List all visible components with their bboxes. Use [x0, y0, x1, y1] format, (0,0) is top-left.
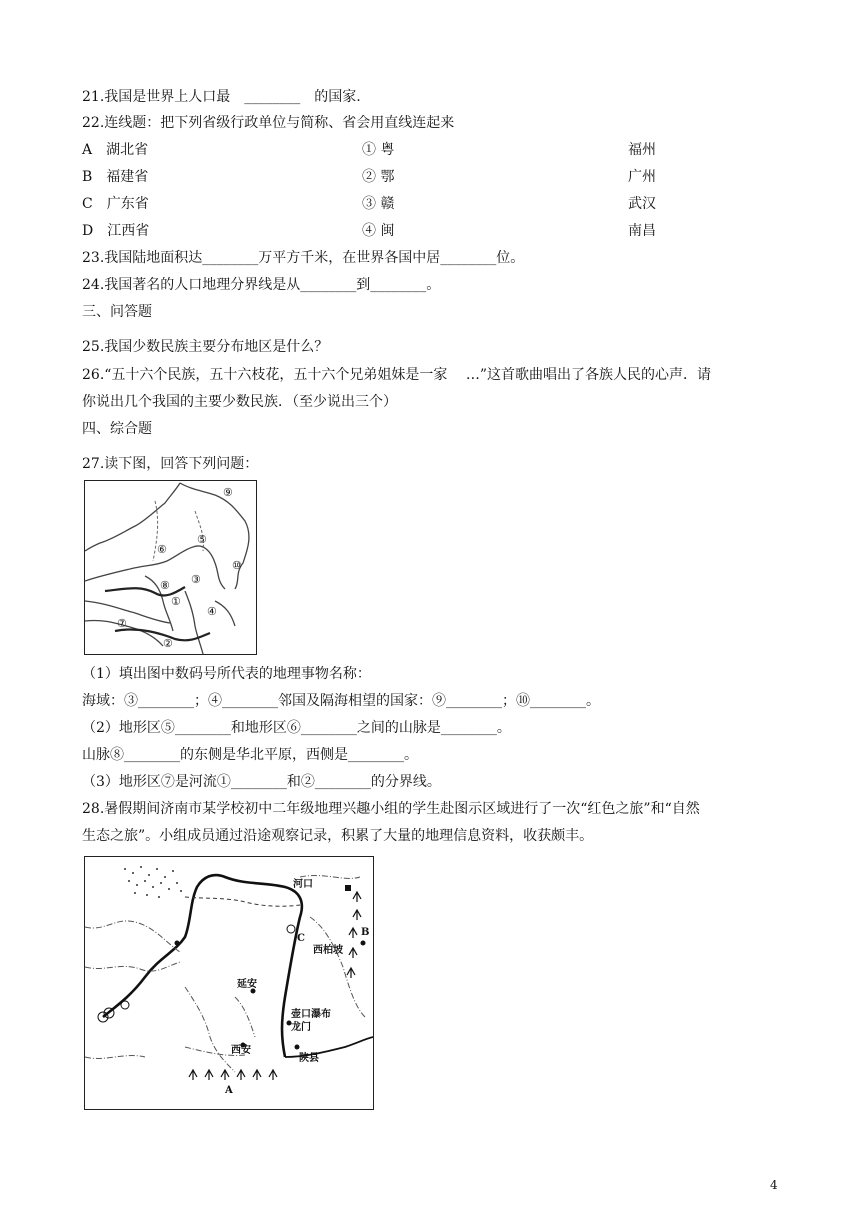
province-abbr: ④ 闽 [362, 223, 395, 239]
province-abbr: ③ 赣 [362, 196, 395, 212]
question-21: 21.我国是世界上人口最 ________ 的国家. [82, 89, 361, 105]
label-c: C [297, 933, 305, 944]
label-longmen: 龙门 [291, 1022, 311, 1033]
match-row [82, 167, 722, 187]
label-b: B [361, 927, 370, 938]
province-name: C 广东省 [82, 196, 149, 212]
question-27: 27.读下图，回答下列问题： [82, 456, 259, 472]
question-26-line-1: 26.“五十六个民族，五十六枝花，五十六个兄弟姐妹是一家 …”这首歌曲唱出了各族人民的心声．请 [82, 367, 712, 383]
label-a: A [225, 1085, 233, 1096]
province-capital: 南昌 [628, 223, 656, 239]
match-row [82, 221, 722, 241]
question-23: 23.我国陆地面积达________万平方千米，在世界各国中居________位。 [82, 250, 525, 266]
question-27-part-1: （1）填出图中数码号所代表的地理事物名称： [82, 666, 371, 682]
province-capital: 广州 [628, 169, 656, 185]
label-10: ⑩ [232, 559, 242, 572]
label-6: ⑥ [157, 543, 167, 556]
question-27-part-2: （2）地形区⑤________和地形区⑥________之间的山脉是________。 [82, 720, 511, 736]
label-2: ② [163, 637, 173, 650]
label-7: ⑦ [117, 617, 127, 630]
north-china-map [84, 480, 257, 655]
loess-plateau-map [84, 856, 374, 1110]
province-abbr: ① 粤 [362, 142, 395, 158]
province-capital: 福州 [628, 142, 656, 158]
province-name: A 湖北省 [82, 142, 149, 158]
label-hukou-waterfall: 壶口瀑布 [291, 1009, 331, 1020]
question-27-part-1-blanks: 海域：③________；④________邻国及隔海相望的国家：⑨________；⑩________。 [82, 693, 600, 709]
section-heading-3: 三、问答题 [82, 304, 152, 320]
question-26-line-2: 你说出几个我国的主要少数民族．（至少说出三个） [82, 394, 397, 410]
question-28-line-1: 28.暑假期间济南市某学校初中二年级地理兴趣小组的学生赴图示区域进行了一次“红色之旅”和“自然 [82, 801, 700, 817]
label-1: ① [171, 595, 181, 608]
label-4: ④ [207, 605, 217, 618]
page-number: 4 [770, 1178, 778, 1192]
label-9: ⑨ [223, 486, 233, 499]
label-hekou: 河口 [293, 879, 313, 890]
label-shanxian: 陕县 [299, 1053, 319, 1064]
label-yanan: 延安 [237, 979, 257, 990]
province-capital: 武汉 [628, 196, 656, 212]
section-heading-4: 四、综合题 [82, 421, 152, 437]
north-china-map-drawing [85, 481, 256, 654]
question-24: 24.我国著名的人口地理分界线是从________到________。 [82, 277, 441, 293]
match-row [82, 194, 722, 214]
question-22: 22.连线题：把下列省级行政单位与简称、省会用直线连起来 [82, 115, 455, 131]
match-row [82, 140, 722, 160]
loess-plateau-map-drawing [85, 857, 373, 1109]
label-xibaipo: 西柏坡 [313, 945, 343, 956]
province-name: D 江西省 [82, 223, 150, 239]
province-name: B 福建省 [82, 169, 149, 185]
question-27-part-3: （3）地形区⑦是河流①________和②________的分界线。 [82, 774, 441, 790]
label-8: ⑧ [160, 579, 170, 592]
label-5: ⑤ [197, 533, 207, 546]
question-28-line-2: 生态之旅”。小组成员通过沿途观察记录，积累了大量的地理信息资料，收获颇丰。 [82, 828, 594, 844]
question-25: 25.我国少数民族主要分布地区是什么？ [82, 339, 329, 355]
question-27-part-2-blanks: 山脉⑧________的东侧是华北平原，西侧是________。 [82, 747, 418, 763]
label-3: ③ [191, 573, 201, 586]
province-abbr: ② 鄂 [362, 169, 395, 185]
label-xian: 西安 [231, 1045, 251, 1056]
